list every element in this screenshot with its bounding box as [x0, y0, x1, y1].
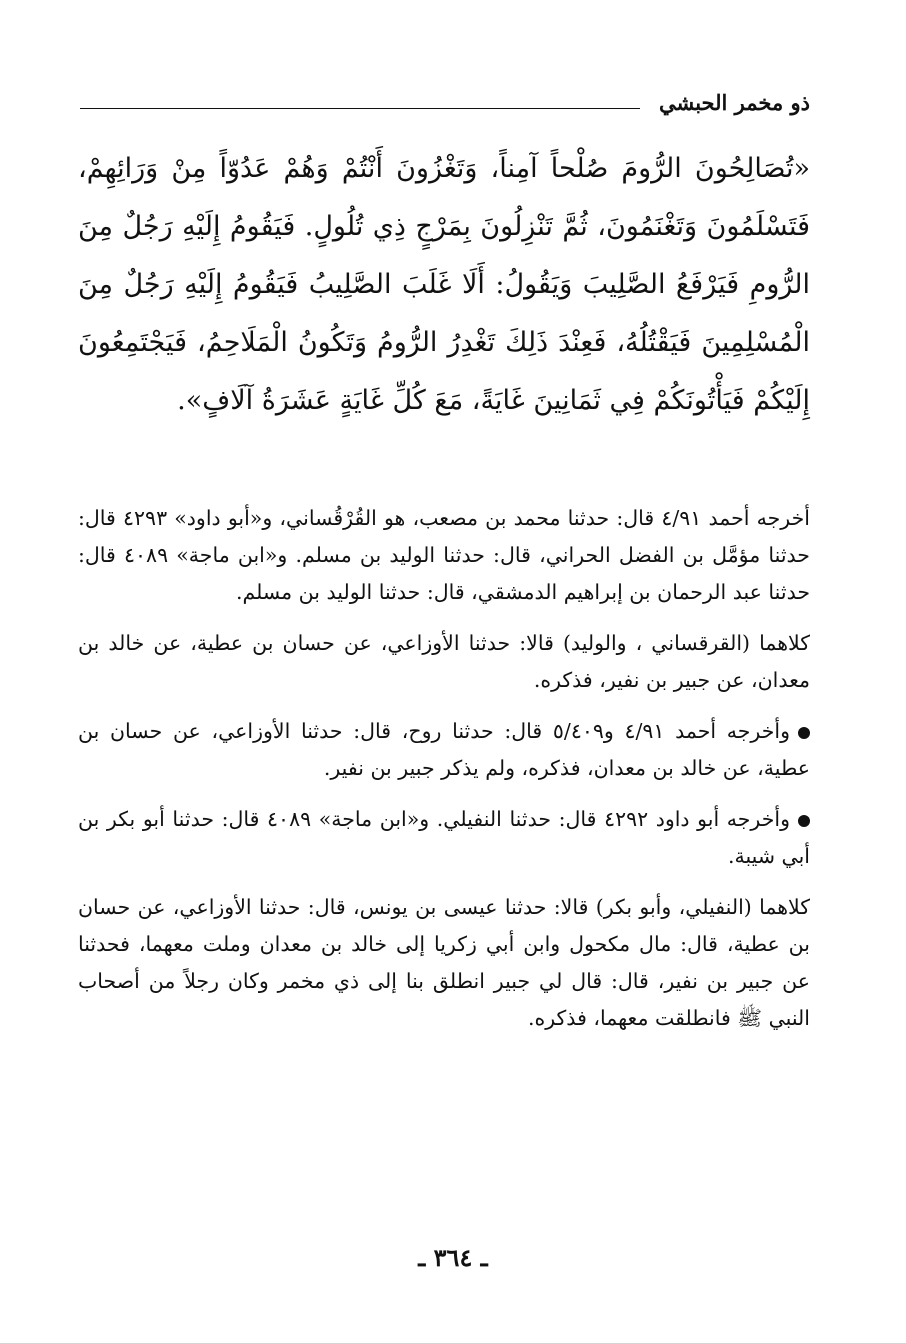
- page-number: ـ ٣٦٤ ـ: [418, 1243, 488, 1272]
- note-paragraph: [78, 713, 810, 787]
- hadith-text: «تُصَالِحُونَ الرُّومَ صُلْحاً آمِناً، وَتَغْزُونَ أَنْتُمْ وَهُمْ عَدُوّاً مِنْ وَرَائِهِمْ، فَتَسْلَمُونَ وَتَغْنَمُونَ، ثُمَّ تَنْزِلُونَ بِمَرْجٍ ذِي تُلُولٍ. فَيَقُومُ إِلَيْهِ رَجُلٌ مِنَ الرُّومِ فَيَرْفَعُ الصَّلِيبَ وَيَقُولُ: أَلَا غَلَبَ الصَّلِيبُ فَيَقُومُ إِلَيْهِ رَجُلٌ مِنَ الْمُسْلِمِينَ فَيَقْتُلُهُ، فَعِنْدَ ذَلِكَ تَغْدِرُ الرُّومُ وَتَكُونُ الْمَلَاحِمُ، فَيَجْتَمِعُونَ إِلَيْكُمْ فَيَأْتُونَكُمْ فِي ثَمَانِينَ غَايَةً، مَعَ كُلِّ غَايَةٍ عَشَرَةُ آلَافٍ».: [78, 153, 810, 416]
- note-text: كلاهما (النفيلي، وأبو بكر) قالا: حدثنا عيسى بن يونس، قال: حدثنا الأوزاعي، عن حسان بن عطية، قال: مال مكحول وابن أبي زكريا إلى خالد بن معدان وملت معهما، فحدثنا عن جبير بن نفير، قال: قال لي جبير انطلق بنا إلى ذي مخمر وكان رجلاً من أصحاب النبي ﷺ فانطلقت معهما، فذكره.: [78, 895, 810, 1030]
- hadith-text-block: [78, 140, 810, 430]
- note-text: كلاهما (القرقساني ، والوليد) قالا: حدثنا الأوزاعي، عن حسان بن عطية، عن خالد بن معدان، عن جبير بن نفير، فذكره.: [78, 631, 810, 692]
- takhrij-notes: [78, 500, 810, 1051]
- note-paragraph: [78, 889, 810, 1037]
- header-title: ذو مخمر الحبشي: [658, 90, 810, 115]
- note-paragraph: [78, 801, 810, 875]
- header-rule: [80, 108, 640, 109]
- note-paragraph: [78, 625, 810, 699]
- note-paragraph: [78, 500, 810, 611]
- note-text: وأخرجه أبو داود ٤٢٩٢ قال: حدثنا النفيلي. و«ابن ماجة» ٤٠٨٩ قال: حدثنا أبو بكر بن أبي شيبة.: [78, 807, 810, 868]
- note-text: وأخرجه أحمد ٤/٩١ و٥/٤٠٩ قال: حدثنا روح، قال: حدثنا الأوزاعي، عن حسان بن عطية، عن خالد بن معدان، فذكره، ولم يذكر جبير بن نفير.: [78, 719, 810, 780]
- note-text: أخرجه أحمد ٤/٩١ قال: حدثنا محمد بن مصعب، هو القُرْقُساني، و«أبو داود» ٤٢٩٣ قال: حدثنا مؤمَّل بن الفضل الحراني، قال: حدثنا الوليد بن مسلم. و«ابن ماجة» ٤٠٨٩ قال: حدثنا عبد الرحمان بن إبراهيم الدمشقي، قال: حدثنا الوليد بن مسلم.: [78, 506, 810, 604]
- running-header: [80, 82, 810, 122]
- bullet-icon: [798, 815, 810, 827]
- bullet-icon: [798, 727, 810, 739]
